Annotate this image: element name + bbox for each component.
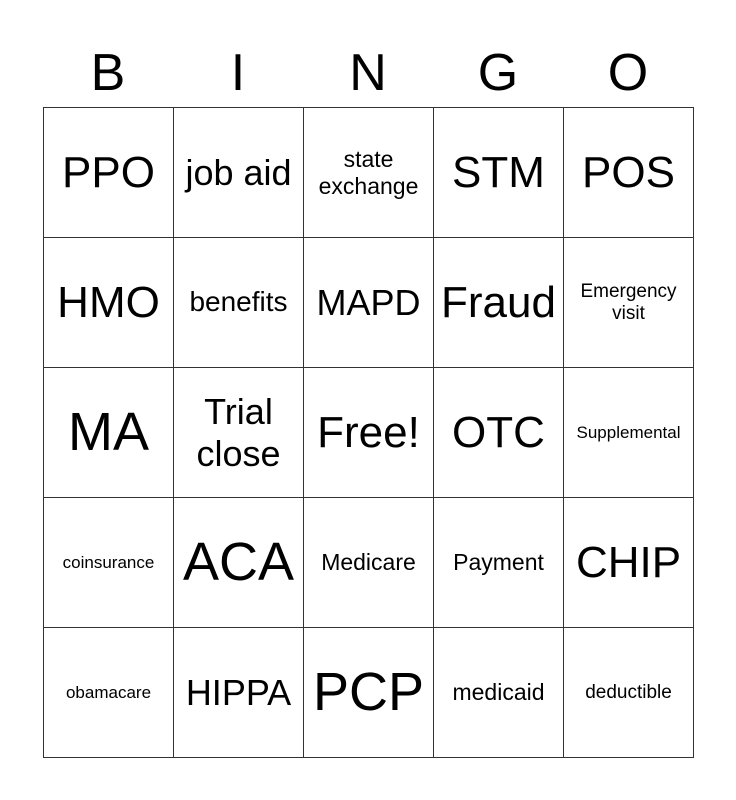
bingo-cell-r2c1[interactable]: HMO [44,238,174,368]
header-letter-i: I [230,44,246,102]
bingo-cell-r4c2[interactable]: ACA [174,498,304,628]
bingo-cell-r2c2[interactable]: benefits [174,238,304,368]
header-letter-o: O [607,44,649,102]
bingo-cell-r4c4[interactable]: Payment [434,498,564,628]
bingo-cell-r1c5[interactable]: POS [564,108,694,238]
bingo-cell-r1c3[interactable]: state exchange [304,108,434,238]
bingo-cell-r5c1[interactable]: obamacare [44,628,174,758]
bingo-cell-r4c3[interactable]: Medicare [304,498,434,628]
bingo-header [43,38,693,108]
bingo-cell-r5c5[interactable]: deductible [564,628,694,758]
header-letter-n: N [349,44,387,102]
bingo-cell-r2c3[interactable]: MAPD [304,238,434,368]
bingo-cell-r3c2[interactable]: Trial close [174,368,304,498]
bingo-cell-r2c4[interactable]: Fraud [434,238,564,368]
bingo-cell-r5c4[interactable]: medicaid [434,628,564,758]
header-letter-b: B [90,44,126,102]
bingo-board [43,107,694,758]
bingo-cell-r5c3[interactable]: PCP [304,628,434,758]
header-letter-g: G [477,44,519,102]
bingo-cell-r3c5[interactable]: Supplemental [564,368,694,498]
bingo-cell-r3c3[interactable]: Free! [304,368,434,498]
bingo-cell-r1c4[interactable]: STM [434,108,564,238]
bingo-cell-r3c4[interactable]: OTC [434,368,564,498]
bingo-cell-r4c1[interactable]: coinsurance [44,498,174,628]
bingo-cell-r1c2[interactable]: job aid [174,108,304,238]
bingo-cell-r3c1[interactable]: MA [44,368,174,498]
bingo-cell-r1c1[interactable]: PPO [44,108,174,238]
bingo-cell-r4c5[interactable]: CHIP [564,498,694,628]
bingo-cell-r2c5[interactable]: Emergency visit [564,238,694,368]
bingo-cell-r5c2[interactable]: HIPPA [174,628,304,758]
